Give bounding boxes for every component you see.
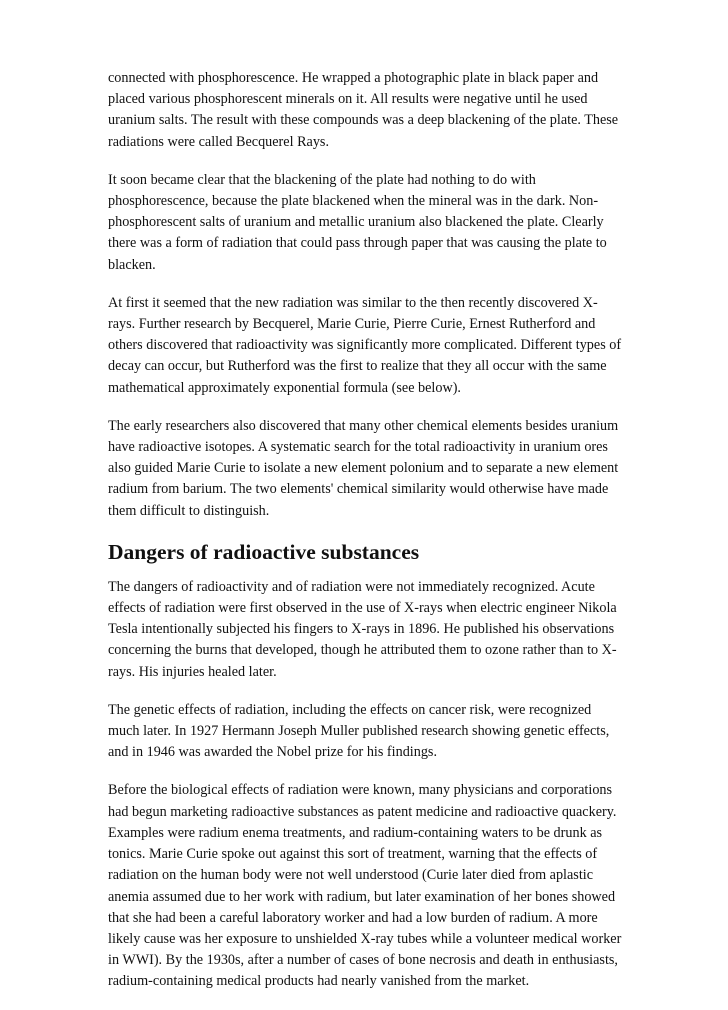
paragraph-becquerel-rays: connected with phosphorescence. He wrapped a photographic plate in black paper and placed various phosphorescent minerals on it. All results were negative until he used uranium salts. The result with these compounds was a deep blackening of the plate. These radiations were called Becquerel Rays. (108, 70, 619, 150)
paragraph-radioactive-isotopes: The early researchers also discovered that many other chemical elements besides uranium have radioactive isotopes. A systematic search for the total radioactivity in uranium ores also guided Marie Curie to isolate a new element polonium and to separate a new element radium from barium. The two elements' chemical similarity would otherwise have made them difficult to distinguish. (108, 417, 619, 519)
paragraph-genetic-effects: The genetic effects of radiation, including the effects on cancer risk, were recognized much later. In 1927 Hermann Joseph Muller published research showing genetic effects, and in 1946 was awarded the Nobel prize for his findings. (108, 701, 610, 761)
paragraph-dangers-recognized: The dangers of radioactivity and of radiation were not immediately recognized. Acute effects of radiation were first observed in the use of X-rays when electric engineer Nikola Tesla intentionally subjected his fingers to X-rays in 1896. He published his observations concerning the burns that developed, though he attributed them to ozone rather than to X-rays. His injuries healed later. (108, 578, 617, 680)
paragraph-quackery: Before the biological effects of radiation were known, many physicians and corporations had begun marketing radioactive substances as patent medicine and radioactive quackery. Examples were radium enema treatments, and radium-containing waters to be drunk as tonics. Marie Curie spoke out against this sort of treatment, warning that the effects of radiation on the human body were not well understood (Curie later died from aplastic anemia assumed due to her work with radium, but later examination of her bones showed that she had been a careful laboratory worker and had a low burden of radium. A more likely cause was her exposure to unshielded X-ray tubes while a volunteer medical worker in WWI). By the 1930s, after a number of cases of bone necrosis and death in enthusiasts, radium-containing medical products had nearly vanished from the market. (108, 782, 622, 990)
section-heading: Dangers of radioactive substances (108, 539, 420, 564)
paragraph-blackening: It soon became clear that the blackening of the plate had nothing to do with phosphorescence, because the plate blackened when the mineral was in the dark. Non-phosphorescent salts of uranium and metallic uranium also blackened the plate. Clearly there was a form of radiation that could pass through paper that was causing the plate to blacken. (108, 171, 607, 273)
document-page (108, 68, 624, 1010)
paragraph-new-radiation: At first it seemed that the new radiation was similar to the then recently discovered X-rays. Further research by Becquerel, Marie Curie, Pierre Curie, Ernest Rutherford and others discovered that radioactivity was significantly more complicated. Different types of decay can occur, but Rutherford was the first to realize that they all occur with the same mathematical approximately exponential formula (see below). (108, 294, 622, 396)
